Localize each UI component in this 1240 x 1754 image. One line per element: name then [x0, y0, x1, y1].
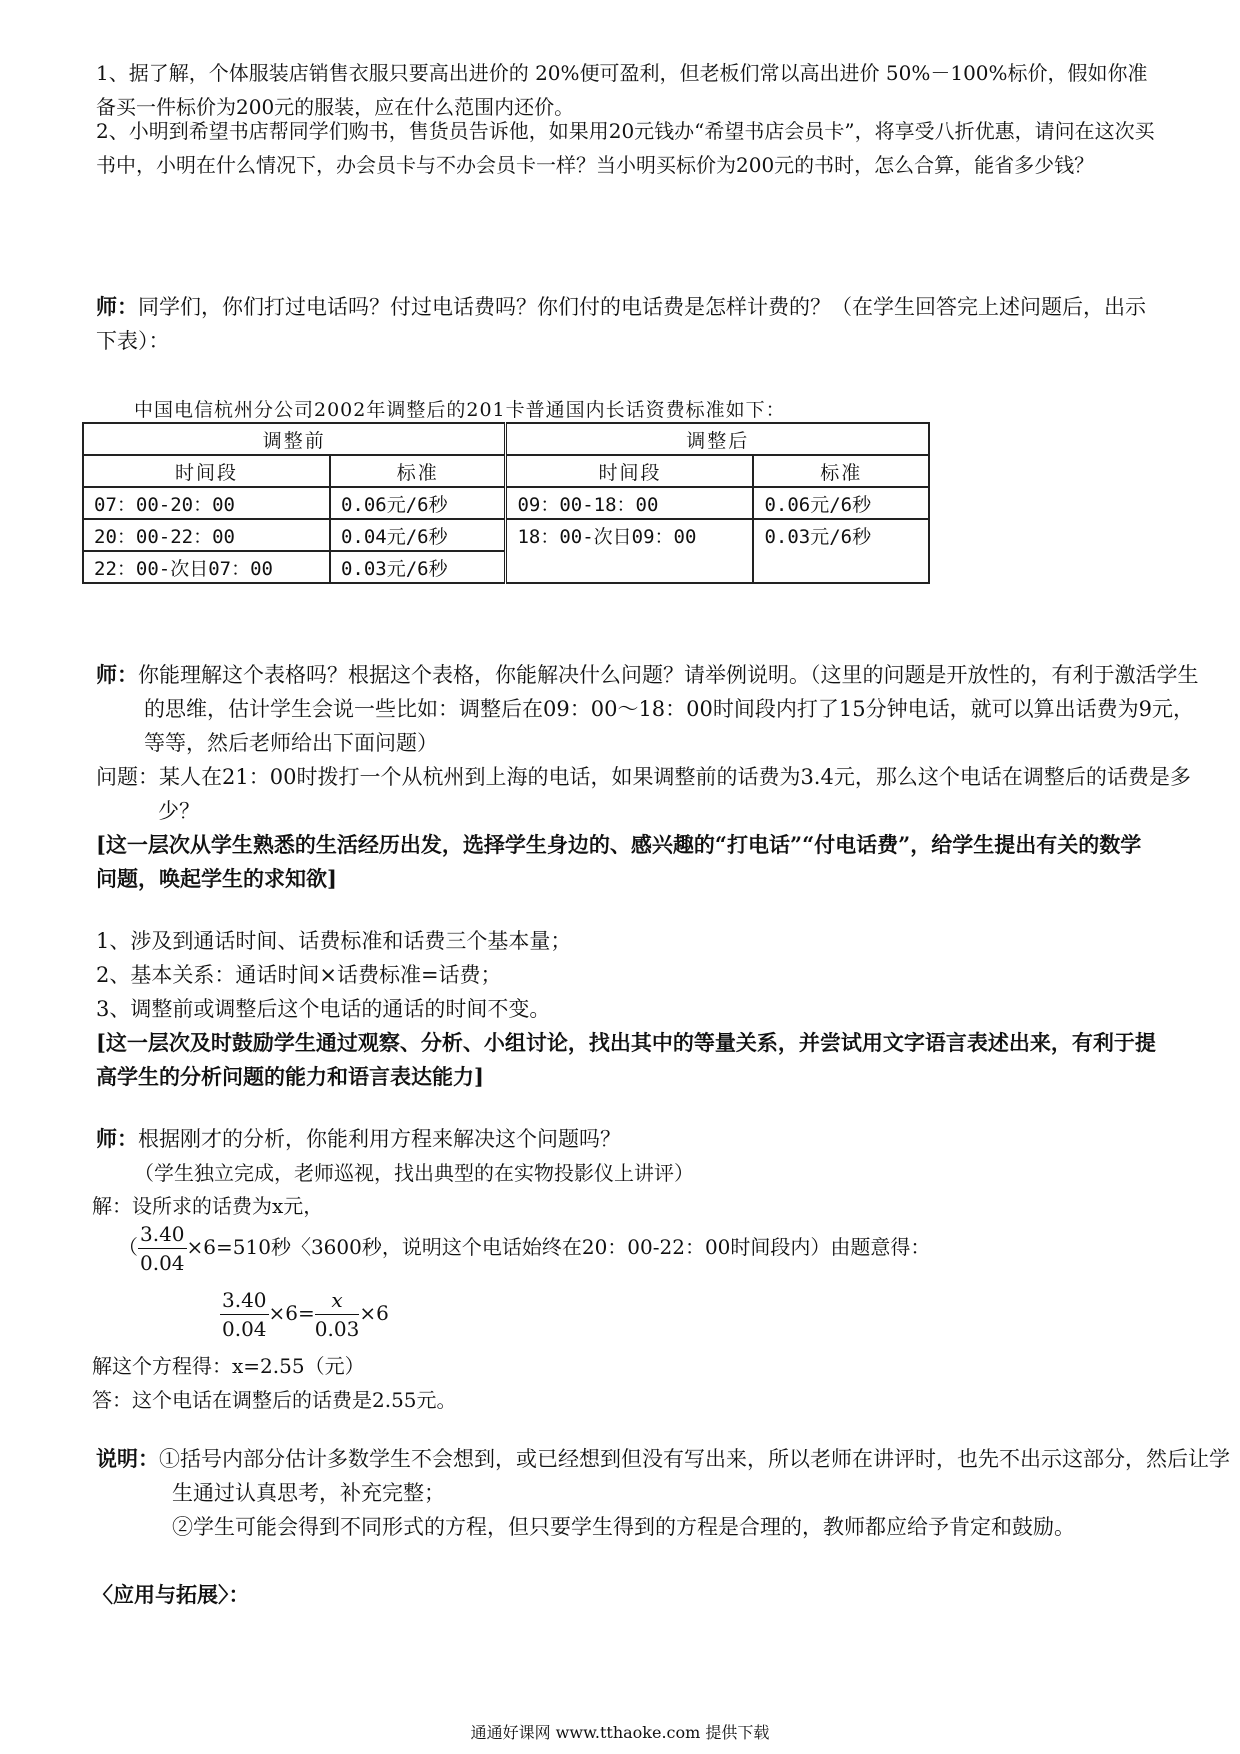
col-time-before: 时间段: [83, 455, 330, 487]
fraction-1-num: 3.40: [138, 1220, 187, 1249]
intro-text: 同学们，你们打过电话吗？付过电话费吗？你们付的电话费是怎样计费的？（在学生回答完上述问题后，出示下表）：: [96, 295, 1146, 353]
equation-line-1: [118, 1220, 930, 1277]
before-time-cell: 07：00-20：00: [83, 487, 330, 519]
remark-label: 说明：: [96, 1446, 159, 1471]
fraction-3: [315, 1286, 360, 1343]
page-footer: 通通好课网 www.tthaoke.com 提供下载: [470, 1723, 770, 1742]
after-rate-cell: 0.03元/6秒: [753, 519, 929, 583]
problem-1: 1、据了解，个体服装店销售衣服只要高出进价的 20%便可盈利，但老板们常以高出进价 50%－100%标价，假如你准备买一件标价为200元的服装，应在什么范围内还价。: [96, 61, 1148, 119]
col-rate-after: 标准: [753, 455, 929, 487]
teacher-label: 师：: [96, 1126, 138, 1151]
before-rate-cell: 0.04元/6秒: [330, 519, 506, 551]
solution-text: 根据刚才的分析，你能利用方程来解决这个问题吗？: [138, 1127, 621, 1151]
note-2: [这一层次及时鼓励学生通过观察、分析、小组讨论，找出其中的等量关系，并尝试用文字语言表述出来，有利于提高学生的分析问题的能力和语言表达能力]: [96, 1030, 1156, 1089]
table-row: [83, 487, 929, 519]
after-time-cell: 18：00-次日09：00: [506, 519, 753, 583]
fraction-1: [138, 1220, 187, 1277]
fraction-3-den: 0.03: [314, 1317, 360, 1341]
solution-solve: 解这个方程得：x=2.55（元）: [92, 1354, 365, 1378]
teacher-label: 师：: [96, 294, 138, 319]
before-time-cell: 20：00-22：00: [83, 519, 330, 551]
after-rate-cell: 0.06元/6秒: [753, 487, 929, 519]
rate-table: [82, 422, 930, 584]
table-row: [83, 519, 929, 551]
fraction-2: [220, 1286, 269, 1343]
before-rate-cell: 0.03元/6秒: [330, 551, 506, 583]
solution-answer: 答：这个电话在调整后的话费是2.55元。: [92, 1388, 457, 1412]
before-header: 调整前: [83, 423, 506, 455]
fraction-1-den: 0.04: [140, 1251, 185, 1275]
after-time-cell: 09：00-18：00: [506, 487, 753, 519]
col-rate-before: 标准: [330, 455, 506, 487]
solution-prompt: [96, 1122, 1156, 1156]
analysis-point-3: 3、调整前或调整后这个电话的通话的时间不变。: [96, 997, 551, 1021]
remark-2: ②学生可能会得到不同形式的方程，但只要学生得到的方程是合理的，教师都应给予肯定和鼓励。: [172, 1515, 1075, 1539]
teacher-label: 师：: [96, 662, 138, 687]
times-six-equals: ×6=: [268, 1301, 315, 1325]
section-heading: 〈应用与拓展〉：: [92, 1582, 250, 1607]
solution-let: 解：设所求的话费为x元，: [92, 1194, 324, 1218]
question-paragraph: 问题：某人在21：00时拨打一个从杭州到上海的电话，如果调整前的话费为3.4元，那么这个电话在调整后的话费是多少？: [96, 765, 1191, 823]
after-header: 调整后: [506, 423, 929, 455]
analysis-point-2: 2、基本关系：通话时间×话费标准=话费；: [96, 963, 502, 987]
analysis-point-1: 1、涉及到通话时间、话费标准和话费三个基本量；: [96, 929, 572, 953]
before-rate-cell: 0.06元/6秒: [330, 487, 506, 519]
note-1: [这一层次从学生熟悉的生活经历出发，选择学生身边的、感兴趣的“打电话”“付电话费”，给学生提出有关的数学问题，唤起学生的求知欲]: [96, 832, 1142, 891]
remark-1-text: ①括号内部分估计多数学生不会想到，或已经想到但没有写出来，所以老师在讲评时，也先不出示这部分，然后让学生通过认真思考，补充完整；: [159, 1447, 1230, 1505]
discussion-text: 你能理解这个表格吗？根据这个表格，你能解决什么问题？请举例说明。（这里的问题是开放性的，有利于激活学生的思维，估计学生会说一些比如：调整后在09：00～18：00时间段内打了15分钟电话，就可以算出话费为9元，等等，然后老师给出下面问题）: [138, 663, 1199, 755]
fraction-2-num: 3.40: [220, 1286, 269, 1315]
equation-line-2: [220, 1286, 389, 1343]
remark-1: [96, 1442, 1232, 1510]
times-six: ×6: [359, 1301, 389, 1325]
fraction-3-num: x: [315, 1286, 360, 1315]
problem-2: 2、小明到希望书店帮同学们购书，售货员告诉他，如果用20元钱办“希望书店会员卡”，将享受八折优惠，请问在这次买书中，小明在什么情况下，办会员卡与不办会员卡一样？当小明买标价为200元的书时，怎么合算，能省多少钱？: [96, 119, 1155, 177]
table-caption: 中国电信杭州分公司2002年调整后的201卡普通国内长话资费标准如下：: [134, 399, 786, 421]
fraction-2-den: 0.04: [222, 1317, 267, 1341]
before-time-cell: 22：00-次日07：00: [83, 551, 330, 583]
discussion-paragraph: [96, 658, 1204, 760]
col-time-after: 时间段: [506, 455, 753, 487]
line1-rest: ×6=510秒〈3600秒，说明这个电话始终在20：00-22：00时间段内）由题意得：: [186, 1235, 931, 1259]
open-paren: （: [118, 1235, 138, 1259]
solution-sub: （学生独立完成，老师巡视，找出典型的在实物投影仪上讲评）: [134, 1161, 694, 1185]
intro-paragraph: [96, 290, 1156, 358]
